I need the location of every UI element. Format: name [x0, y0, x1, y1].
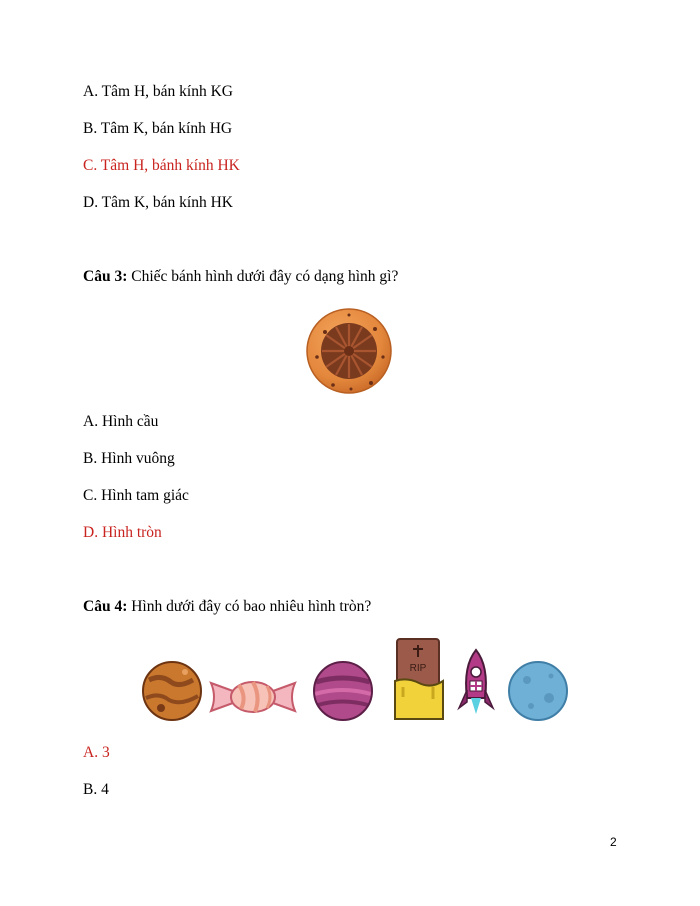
q2-option-b: B. Tâm K, bán kính HG — [83, 120, 233, 137]
page-number: 2 — [610, 835, 617, 849]
q3-question — [83, 267, 398, 287]
candy-image — [207, 677, 299, 717]
q3-label: Câu 3: — [83, 268, 128, 285]
q2-option-c-correct: C. Tâm H, bánh kính HK — [83, 157, 240, 174]
q3-option-b: B. Hình vuông — [83, 450, 175, 467]
q4-text: Hình dưới đây có bao nhiêu hình tròn? — [127, 598, 372, 615]
chocolate-grave-image — [393, 637, 445, 723]
q3-option-a: A. Hình cầu — [83, 413, 159, 430]
cookie-image — [305, 307, 393, 395]
rip-text: RIP — [409, 663, 427, 674]
q3-text: Chiếc bánh hình dưới đây có dạng hình gì? — [127, 268, 399, 285]
q3-option-c: C. Hình tam giác — [83, 487, 189, 504]
purple-planet-image — [312, 660, 374, 722]
rocket-image — [457, 648, 495, 718]
blue-planet-image — [507, 660, 569, 722]
q4-question — [83, 597, 371, 617]
q4-option-a-correct: A. 3 — [83, 744, 110, 761]
q2-option-d: D. Tâm K, bán kính HK — [83, 194, 233, 211]
orange-planet-image — [141, 660, 203, 722]
q4-option-b: B. 4 — [83, 781, 109, 798]
q2-option-a: A. Tâm H, bán kính KG — [83, 83, 233, 100]
q3-option-d-correct: D. Hình tròn — [83, 524, 162, 541]
q4-label: Câu 4: — [83, 598, 128, 615]
